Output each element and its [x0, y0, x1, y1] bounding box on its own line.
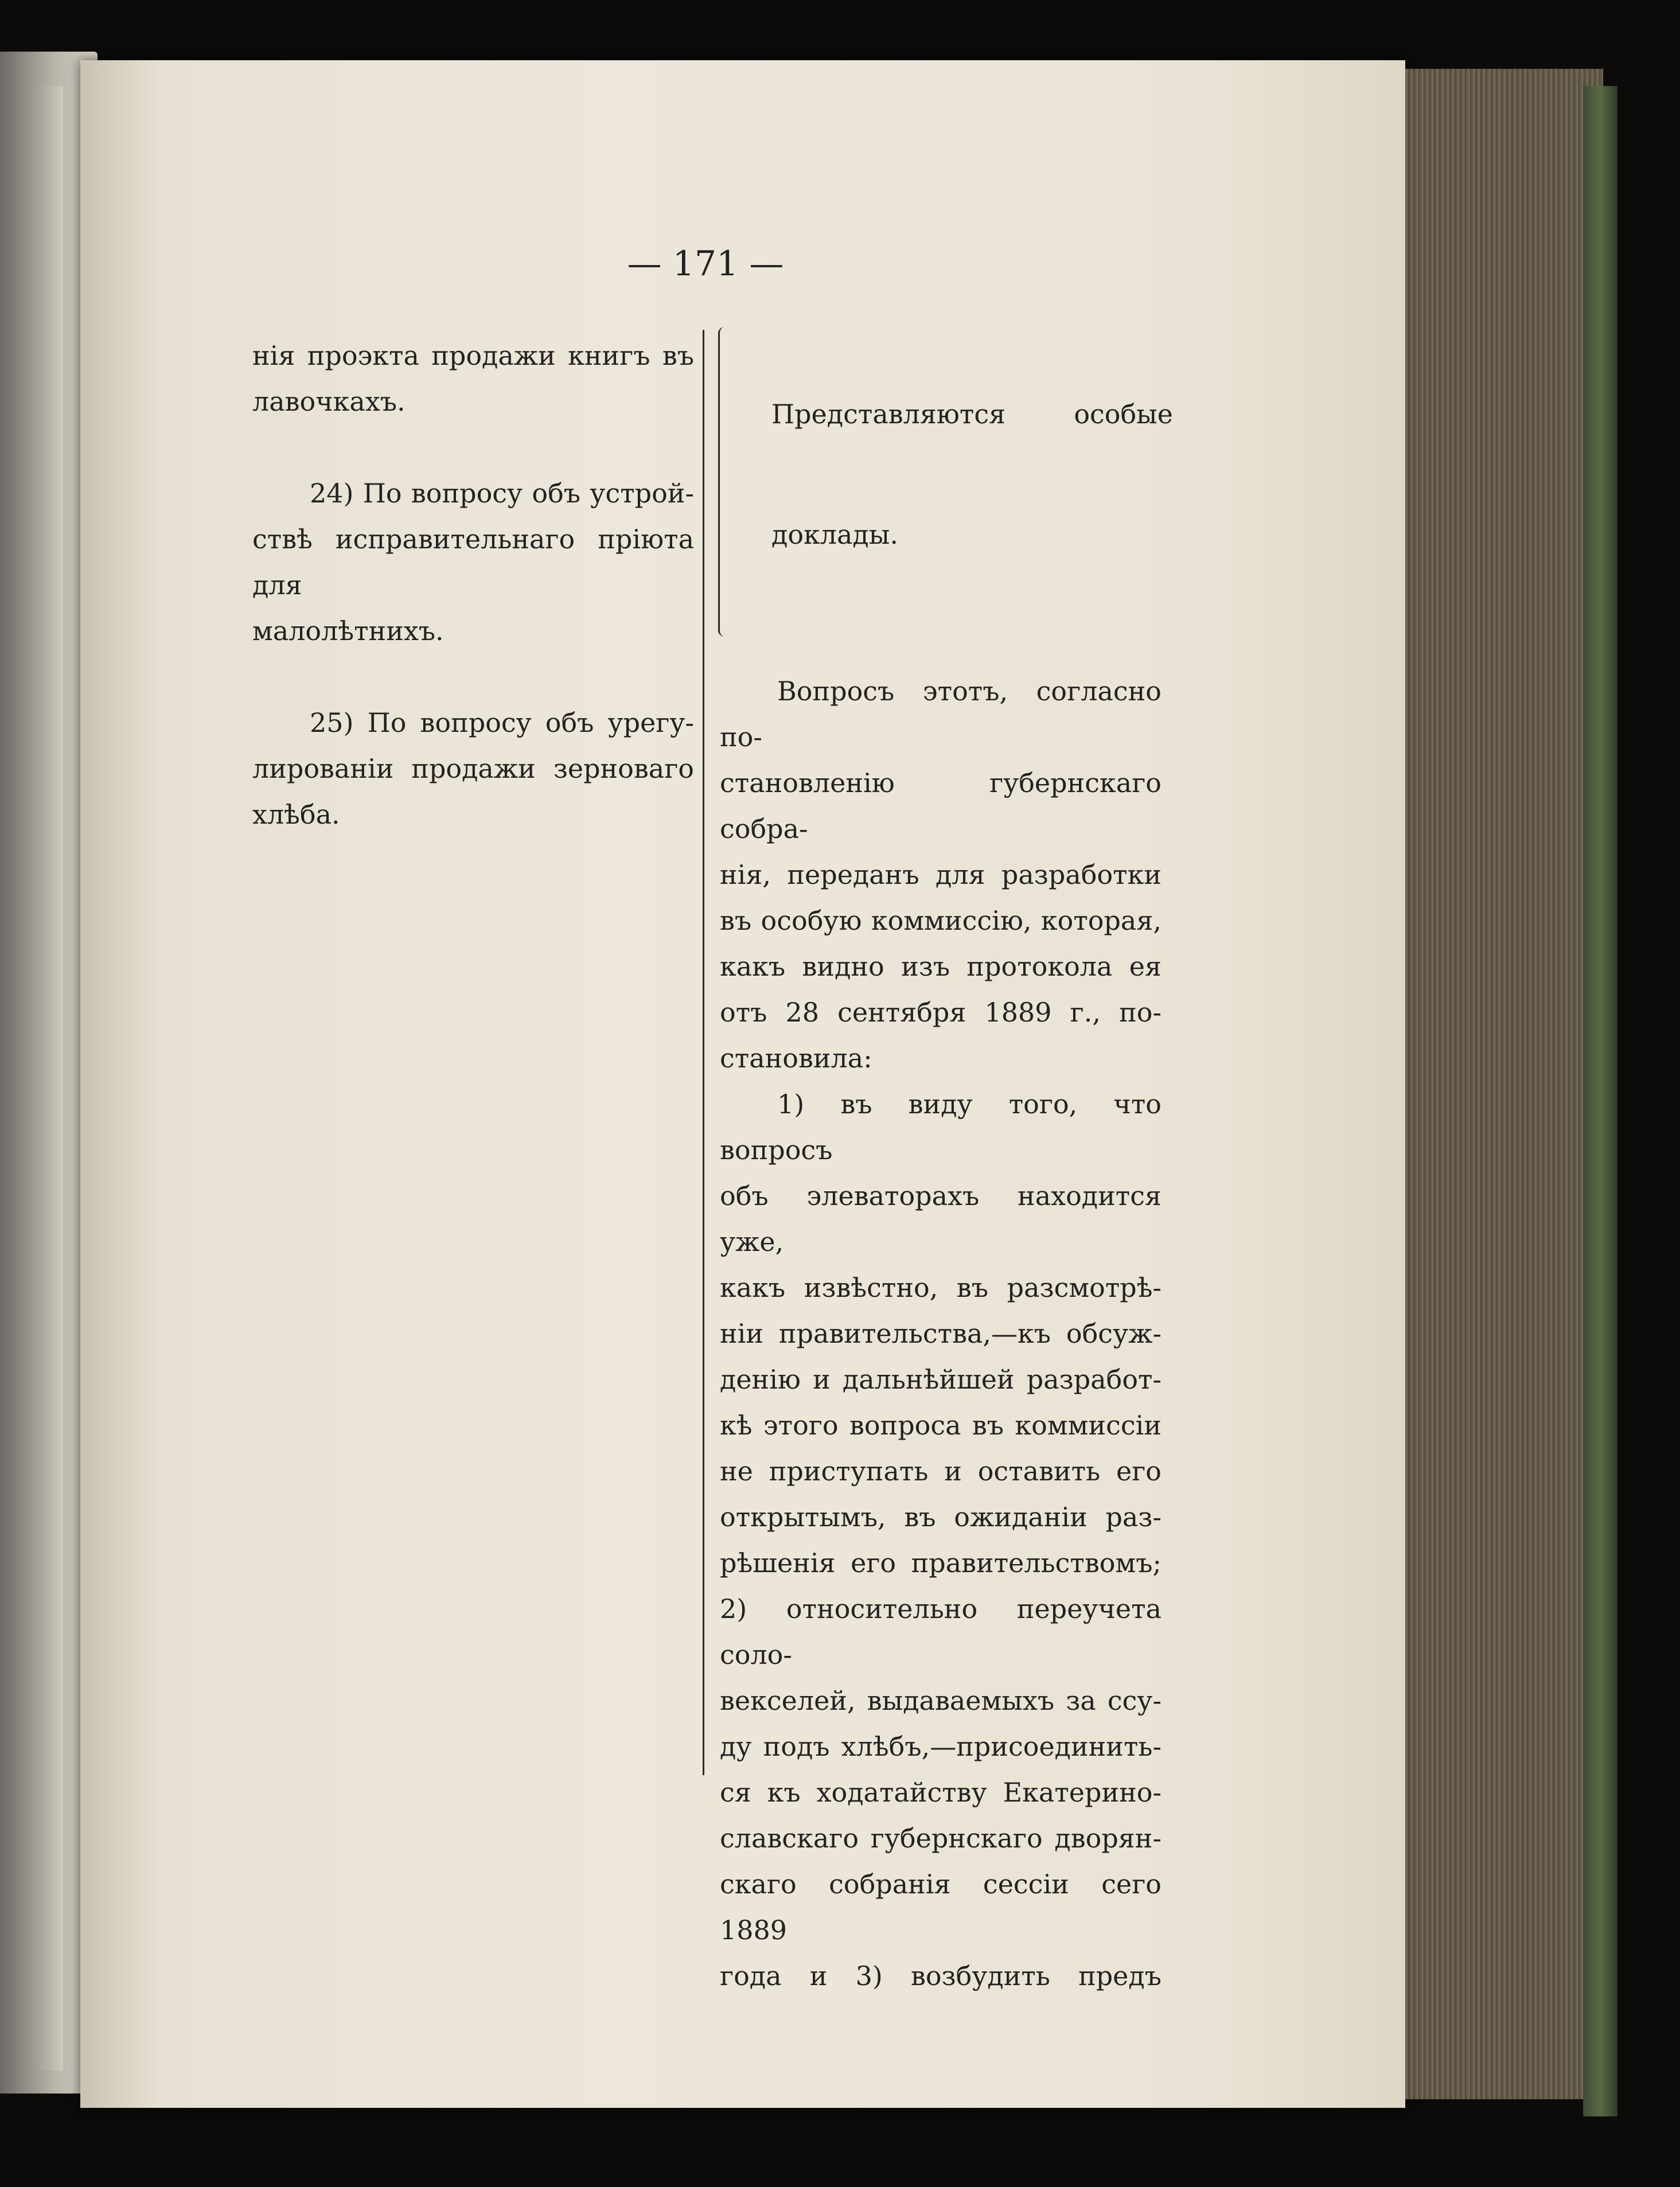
- text-line: 2) относительно переучета соло-: [720, 1593, 1161, 1670]
- paragraph-gap: [252, 424, 694, 470]
- left-column: [252, 333, 694, 837]
- text-line: кѣ этого вопроса въ коммиссіи: [720, 1410, 1161, 1441]
- text-line: лавочкахъ.: [252, 386, 406, 417]
- text-line: лированіи продажи зерноваго: [252, 753, 694, 784]
- text-line: какъ видно изъ протокола ея: [720, 951, 1161, 982]
- text-line: нія, переданъ для разработки: [720, 859, 1161, 890]
- brace-text-line2: доклады.: [771, 519, 898, 550]
- text-line: векселей, выдаваемыхъ за ссу-: [720, 1685, 1161, 1716]
- text-line: 24) По вопросу объ устрой-: [310, 478, 694, 509]
- column-divider: [703, 330, 704, 1775]
- text-line: становила:: [720, 1043, 872, 1074]
- text-line: какъ извѣстно, въ разсмотрѣ-: [720, 1272, 1161, 1303]
- bleed-through-text: [258, 969, 694, 1107]
- curly-brace: [718, 327, 724, 637]
- brace-text-line1: Представляются особые: [771, 399, 1173, 430]
- text-line: хлѣба.: [252, 799, 340, 830]
- text-line: ствѣ исправительнаго пріюта для: [252, 524, 694, 601]
- text-line: ду подъ хлѣбъ,—присоединить-: [720, 1731, 1161, 1762]
- text-line: 25) По вопросу объ урегу-: [310, 707, 694, 738]
- text-line: не приступать и оставить его: [720, 1456, 1161, 1487]
- paragraph-gap: [252, 654, 694, 700]
- right-column: [720, 668, 1161, 1999]
- text-line: скаго собранія сессіи сего 1889: [720, 1869, 1161, 1946]
- text-line: года и 3) возбудить предъ: [720, 1960, 1161, 1991]
- text-line: денію и дальнѣйшей разработ-: [720, 1364, 1161, 1395]
- text-line: въ особую коммиссію, которая,: [720, 905, 1161, 936]
- text-line: славскаго губернскаго дворян-: [720, 1823, 1161, 1854]
- text-line: ся къ ходатайству Екатерино-: [720, 1777, 1161, 1808]
- text-line: отъ 28 сентября 1889 г., по-: [720, 997, 1161, 1028]
- text-line: ніи правительства,—къ обсуж-: [720, 1318, 1161, 1349]
- text-line: нія проэкта продажи книгъ въ: [252, 340, 694, 371]
- text-line: рѣшенія его правительствомъ;: [720, 1547, 1161, 1578]
- text-line: малолѣтнихъ.: [252, 615, 444, 646]
- text-line: открытымъ, въ ожиданіи раз-: [720, 1502, 1161, 1533]
- text-line: становленію губернскаго собра-: [720, 767, 1161, 844]
- text-line: объ элеваторахъ находится уже,: [720, 1180, 1161, 1257]
- book-cover: [1583, 86, 1617, 2116]
- text-line: 1) въ виду того, что вопросъ: [720, 1089, 1161, 1165]
- text-line: Вопросъ этотъ, согласно по-: [720, 676, 1161, 753]
- page-block-edge: [1405, 69, 1603, 2099]
- facing-page-fold: [23, 86, 63, 2071]
- page-number: — 171 —: [627, 244, 784, 284]
